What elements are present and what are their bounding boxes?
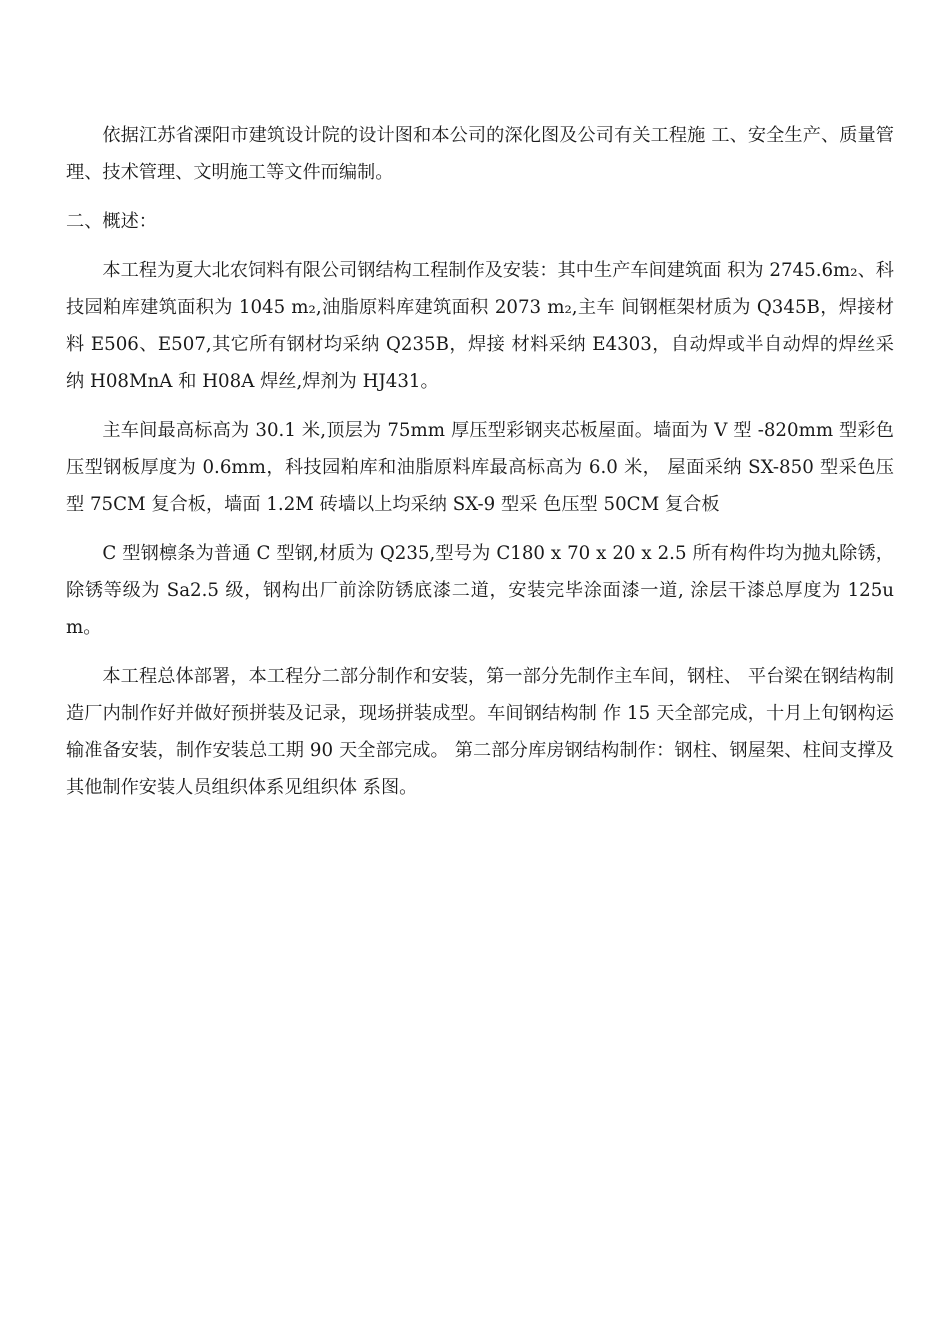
purlin-paragraph: C 型钢檩条为普通 C 型钢,材质为 Q235,型号为 C180 x 70 x 20 x 2.5 所有构件均为抛丸除锈，除锈等级为 Sa2.5 级，钢构出厂前涂防锈底漆二道，安装完毕涂面漆一道, 涂层干漆总厚度为 125um。 xyxy=(66,543,894,638)
document-body xyxy=(66,117,894,806)
deployment-paragraph: 本工程总体部署，本工程分二部分制作和安装，第一部分先制作主车间，钢柱、 平台梁在钢结构制造厂内制作好并做好预拼装及记录，现场拼装成型。车间钢结构制 作 15 天全部完成，十月上旬钢构运输准备安装，制作安装总工期 90 天全部完成。 第二部分库房钢结构制作：钢柱、钢屋架、柱间支撑及其他制作安装人员组织体系见组织体 系图。 xyxy=(66,666,894,798)
section-heading: 二、概述： xyxy=(66,211,157,232)
elevation-paragraph: 主车间最高标高为 30.1 米,顶层为 75mm 厚压型彩钢夹芯板屋面。墙面为 V 型 -820mm 型彩色压型钢板厚度为 0.6mm，科技园粕库和油脂原料库最高标高为 6.0 米， 屋面采纳 SX-850 型采色压型 75CM 复合板，墙面 1.2M 砖墙以上均采纳 SX-9 型采 色压型 50CM 复合板 xyxy=(66,420,894,515)
intro-paragraph: 依据江苏省溧阳市建筑设计院的设计图和本公司的深化图及公司有关工程施 工、安全生产、质量管理、技术管理、文明施工等文件而编制。 xyxy=(66,125,894,183)
overview-paragraph: 本工程为夏大北农饲料有限公司钢结构工程制作及安装：其中生产车间建筑面 积为 2745.6m₂、科技园粕库建筑面积为 1045 m₂,油脂原料库建筑面积 2073 m₂,主车 间钢框架材质为 Q345B，焊接材料 E506、E507,其它所有钢材均采纳 Q235B，焊接 材料采纳 E4303，自动焊或半自动焊的焊丝采纳 H08MnA 和 H08A 焊丝,焊剂为 HJ431。 xyxy=(66,260,894,392)
